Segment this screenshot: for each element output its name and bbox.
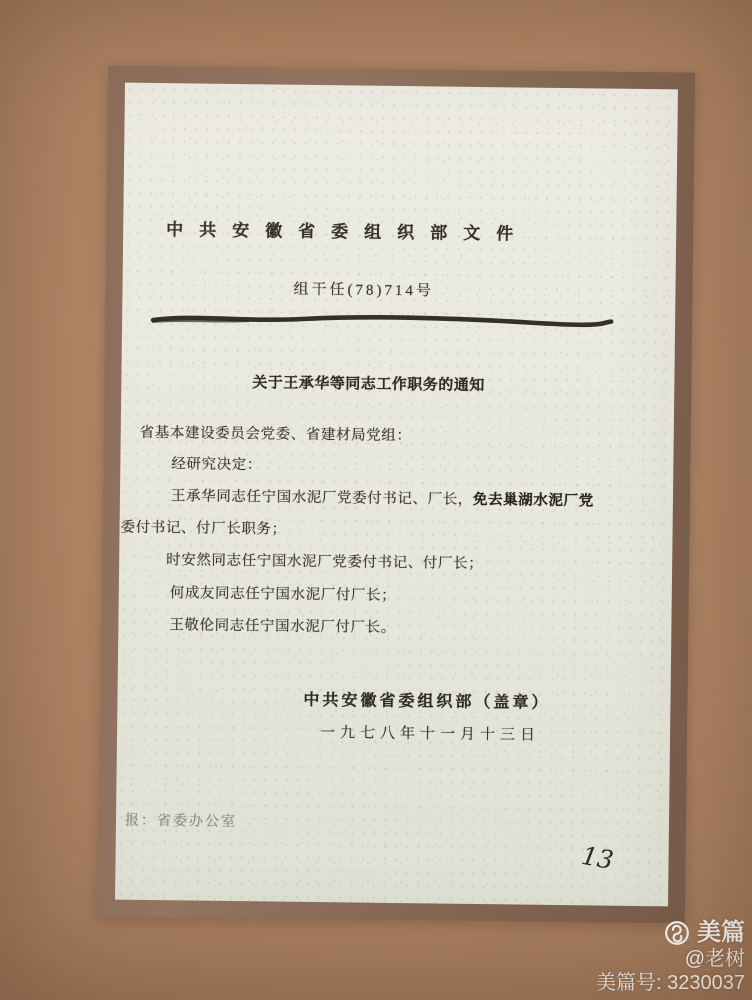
body-line-appoint-1 bbox=[171, 484, 594, 510]
appoint-1-bold-text: 免去巢湖水泥厂党 bbox=[472, 491, 594, 510]
handwritten-page-number: 13 bbox=[579, 841, 616, 875]
doc-number: 组干任(78)714号 bbox=[293, 281, 435, 300]
watermark bbox=[596, 919, 745, 996]
watermark-author: @老树 bbox=[684, 948, 745, 970]
watermark-app-row bbox=[596, 919, 745, 947]
cc-line: 报：省委办公室 bbox=[124, 813, 238, 831]
doc-header-title: 中共安徽省委组织部文件 bbox=[166, 220, 530, 244]
date-line: 一九七八年十一月十三日 bbox=[319, 725, 541, 744]
document-frame bbox=[98, 65, 695, 923]
issuer-line: 中共安徽省委组织部（盖章） bbox=[303, 691, 551, 712]
document-paper bbox=[115, 83, 678, 907]
body-line-appoint-1-cont: 委付书记、付厂长职务； bbox=[120, 519, 287, 538]
watermark-app-name: 美篇 bbox=[697, 919, 745, 946]
watermark-account: 美篇号: 3230037 bbox=[596, 972, 745, 994]
appoint-1-normal-text: 王承华同志任宁国水泥厂党委付书记、厂长， bbox=[170, 488, 474, 508]
body-line-appoint-3: 何成友同志任宁国水泥厂付厂长； bbox=[169, 585, 397, 605]
separator-rule bbox=[150, 310, 614, 332]
doc-title: 关于王承华等同志工作职务的通知 bbox=[252, 375, 485, 395]
body-line-appoint-4: 王敬伦同志任宁国水泥厂付厂长。 bbox=[169, 617, 396, 637]
body-line-appoint-2: 时安然同志任宁国水泥厂党委付书记、付厂长； bbox=[166, 552, 484, 573]
body-line-decision: 经研究决定： bbox=[171, 456, 263, 474]
meipian-logo-icon bbox=[664, 920, 690, 946]
recipients-line: 省基本建设委员会党委、省建材局党组： bbox=[139, 424, 412, 445]
